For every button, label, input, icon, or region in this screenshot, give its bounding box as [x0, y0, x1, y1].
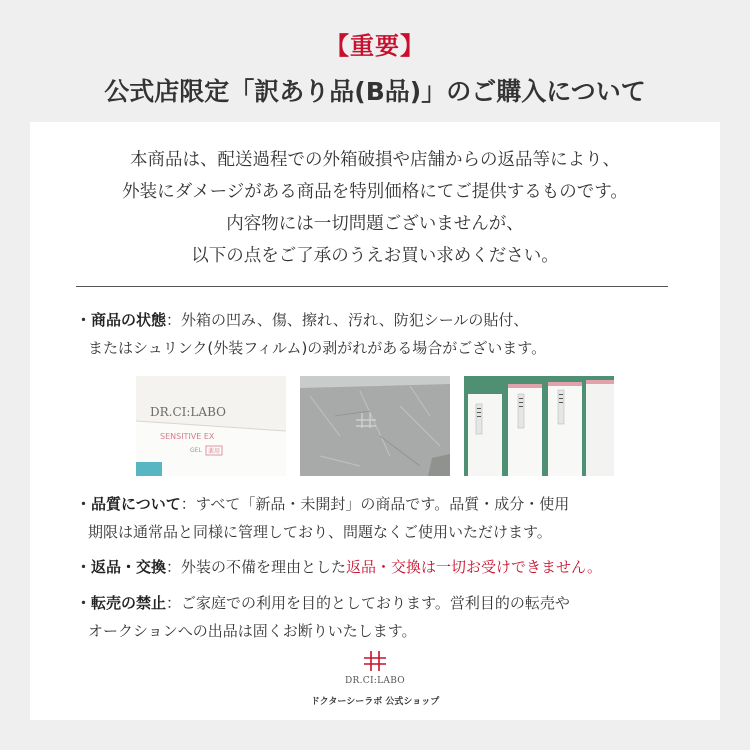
intro-line: 本商品は、配送過程での外箱破損や店舗からの返品等により、: [130, 150, 620, 170]
resale-section: [76, 589, 686, 645]
condition-heading: 商品の状態: [91, 311, 167, 329]
quality-text-cont: 期限は通常品と同様に管理しており、問題なくご使用いただけます。: [88, 523, 552, 541]
drcilabo-logo-icon: [30, 650, 720, 676]
divider: [76, 286, 668, 287]
bullet-dot: ・: [76, 558, 92, 576]
intro-line: 以下の点をご了承のうえお買い求めください。: [191, 246, 559, 266]
intro-line: 内容物には一切問題ございませんが、: [226, 214, 524, 234]
photo-product-name: SENSITIVE EX: [160, 432, 215, 441]
shop-name: ドクターシーラボ 公式ショップ: [310, 697, 440, 707]
resale-text: ：ご家庭での利用を目的としております。営利目的の転売や: [166, 594, 570, 612]
intro-line: 外装にダメージがある商品を特別価格にてご提供するものです。: [122, 182, 628, 202]
returns-heading: 返品・交換: [91, 558, 167, 576]
quality-section: [76, 490, 686, 546]
photo-product-type: GEL: [190, 447, 202, 454]
important-heading: 【重要】: [325, 32, 425, 60]
resale-text-cont: オークションへの出品は固くお断りいたします。: [88, 622, 417, 640]
photo-brand: DR.CI:LABO: [150, 405, 226, 419]
bullet-dot: ・: [76, 311, 92, 329]
returns-section: [76, 553, 686, 581]
intro-text: [30, 144, 720, 272]
bullet-dot: ・: [76, 594, 92, 612]
condition-text-cont: またはシュリンク(外装フィルム)の剥がれがある場合がございます。: [88, 339, 547, 357]
bullet-dot: ・: [76, 495, 92, 513]
brand-name: DR.CI:LABO: [345, 676, 405, 686]
condition-section: [76, 306, 686, 362]
security-tag-photo: [464, 376, 614, 476]
condition-text: ：外箱の凹み、傷、擦れ、汚れ、防犯シールの貼付、: [166, 311, 529, 329]
resale-heading: 転売の禁止: [91, 594, 167, 612]
returns-warning: 返品・交換は一切お受けできません。: [346, 558, 602, 576]
quality-heading: 品質について: [91, 495, 181, 513]
returns-text: ：外装の不備を理由とした: [166, 558, 347, 576]
scratched-box-photo: [300, 376, 450, 476]
product-box-photo: [136, 376, 286, 476]
notice-card: [30, 122, 720, 720]
page-title: 公式店限定「訳あり品(B品)」のご購入について: [104, 77, 646, 106]
photo-badge: 薬用: [208, 448, 221, 455]
brand-footer: [30, 650, 720, 707]
damage-photos: [30, 376, 720, 476]
quality-text: ：すべて「新品・未開封」の商品です。品質・成分・使用: [180, 495, 570, 513]
